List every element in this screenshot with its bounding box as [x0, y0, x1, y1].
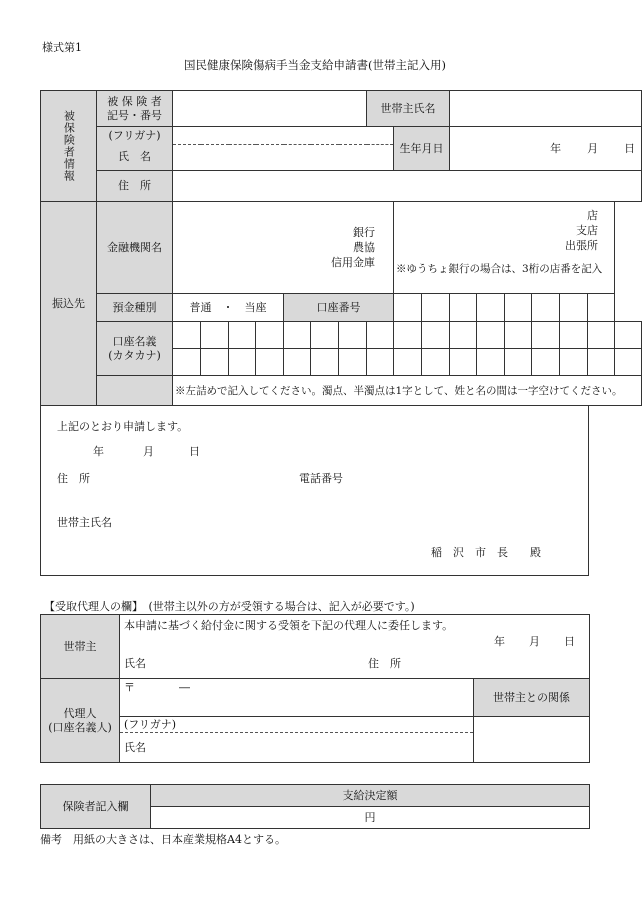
declaration-statement: 上記のとおり申請します。 [57, 420, 189, 433]
document-title: 国民健康保険傷病手当金支給申請書(世帯主記入用) [184, 58, 446, 72]
declaration-month: 月 [143, 445, 154, 458]
householder-name-label: 世帯主氏名 [367, 91, 450, 127]
application-table [40, 90, 642, 406]
householder-name-input[interactable] [450, 91, 642, 127]
insured-id-input[interactable] [173, 91, 367, 127]
postal-address-input[interactable]: 〒 ― [120, 679, 474, 717]
kana-cell[interactable] [450, 349, 477, 376]
amount-input[interactable]: 円 [151, 807, 590, 829]
kana-cell[interactable] [311, 322, 339, 349]
account-digit[interactable] [394, 294, 422, 322]
kana-cell[interactable] [367, 322, 394, 349]
kana-cell[interactable] [339, 349, 367, 376]
deposit-type-options[interactable]: 普通 ・ 当座 [173, 294, 284, 322]
kana-cell[interactable] [173, 349, 201, 376]
kana-cell[interactable] [173, 322, 201, 349]
form-number: 様式第1 [42, 41, 82, 54]
account-digit[interactable] [505, 294, 532, 322]
kana-cell[interactable] [229, 349, 256, 376]
proxy-table [40, 614, 590, 763]
kana-cell[interactable] [477, 349, 505, 376]
agent-name-input[interactable]: 氏名 [120, 733, 474, 763]
agent-label: 代理人 (口座名義人) [41, 679, 120, 763]
kana-cell[interactable] [477, 322, 505, 349]
insured-id-label: 被 保 険 者 記号・番号 [97, 91, 173, 127]
kana-cell[interactable] [422, 322, 450, 349]
proxy-householder-label: 世帯主 [41, 615, 120, 679]
delegation-text: 本申請に基づく給付金に関する受領を下記の代理人に委任します。 [124, 619, 454, 632]
kana-cell[interactable] [339, 322, 367, 349]
agent-furigana-input[interactable]: (フリガナ) [120, 717, 474, 733]
name-label: 氏 名 [97, 145, 173, 171]
address-input[interactable] [173, 171, 642, 202]
birth-date-input[interactable]: 年 月 日 [450, 127, 642, 171]
proxy-heading: 【受取代理人の欄】 (世帯主以外の方が受領する場合は、記入が必要です。) [44, 600, 415, 613]
declaration-year: 年 [93, 445, 104, 458]
declaration-day: 日 [189, 445, 200, 458]
declaration-phone-label: 電話番号 [299, 472, 343, 485]
furigana-label: (フリガナ) [97, 127, 173, 145]
yucho-note: ※ゆうちょ銀行の場合は、3桁の店番を記入 [396, 263, 603, 275]
insured-section-label: 被保険者情報 [41, 91, 97, 202]
account-digit[interactable] [422, 294, 450, 322]
kana-cell[interactable] [560, 349, 588, 376]
relation-input[interactable] [474, 717, 590, 763]
kana-cell[interactable] [284, 349, 311, 376]
name-input[interactable] [173, 145, 394, 171]
insurer-label: 保険者記入欄 [41, 785, 151, 829]
account-digit[interactable] [477, 294, 505, 322]
delegation-cell[interactable] [120, 615, 590, 679]
kana-cell[interactable] [394, 322, 422, 349]
deposit-type-label: 預金種別 [97, 294, 173, 322]
kana-cell[interactable] [201, 349, 229, 376]
declaration-householder-label: 世帯主氏名 [57, 516, 112, 529]
birth-date-label: 生年月日 [394, 127, 450, 171]
kana-cell[interactable] [588, 322, 615, 349]
account-digit[interactable] [450, 294, 477, 322]
branch-name-input[interactable]: 店 支店 出張所 ※ゆうちょ銀行の場合は、3桁の店番を記入 [394, 202, 615, 294]
addressee: 稲 沢 市 長 殿 [431, 546, 541, 559]
kana-cell[interactable] [422, 349, 450, 376]
kana-cell[interactable] [256, 349, 284, 376]
kana-cell[interactable] [532, 349, 560, 376]
kana-cell[interactable] [394, 349, 422, 376]
kana-cell[interactable] [505, 322, 532, 349]
kana-cell[interactable] [284, 322, 311, 349]
kana-cell[interactable] [615, 349, 642, 376]
holder-note: ※左詰めで記入してください。濁点、半濁点は1字として、姓と名の間は一字空けてください。 [173, 376, 642, 406]
account-holder-label-continuation [97, 376, 173, 406]
transfer-section-label: 振込先 [41, 202, 97, 406]
insurer-table [40, 784, 590, 829]
kana-cell[interactable] [560, 322, 588, 349]
declaration-address-label: 住 所 [57, 472, 90, 485]
bank-name-input[interactable]: 銀行 農協 信用金庫 [173, 202, 394, 294]
proxy-householder-name-label: 氏名 [124, 657, 146, 670]
kana-cell[interactable] [532, 322, 560, 349]
address-label: 住 所 [97, 171, 173, 202]
bank-name-label: 金融機関名 [97, 202, 173, 294]
account-digit[interactable] [588, 294, 615, 322]
account-holder-label: 口座名義 (カタカナ) [97, 322, 173, 376]
account-digit[interactable] [560, 294, 588, 322]
kana-cell[interactable] [505, 349, 532, 376]
proxy-householder-address-label: 住 所 [368, 657, 401, 670]
kana-cell[interactable] [615, 322, 642, 349]
delegation-date: 年 月 日 [494, 634, 575, 648]
declaration-section [40, 406, 589, 576]
kana-cell[interactable] [311, 349, 339, 376]
kana-cell[interactable] [256, 322, 284, 349]
remark: 備考 用紙の大きさは、日本産業規格A4とする。 [40, 833, 286, 846]
kana-cell[interactable] [367, 349, 394, 376]
account-digit[interactable] [532, 294, 560, 322]
kana-cell[interactable] [588, 349, 615, 376]
kana-cell[interactable] [201, 322, 229, 349]
kana-cell[interactable] [229, 322, 256, 349]
relation-label: 世帯主との関係 [474, 679, 590, 717]
furigana-input[interactable] [173, 127, 394, 145]
amount-label: 支給決定額 [151, 785, 590, 807]
account-number-label: 口座番号 [284, 294, 394, 322]
kana-cell[interactable] [450, 322, 477, 349]
